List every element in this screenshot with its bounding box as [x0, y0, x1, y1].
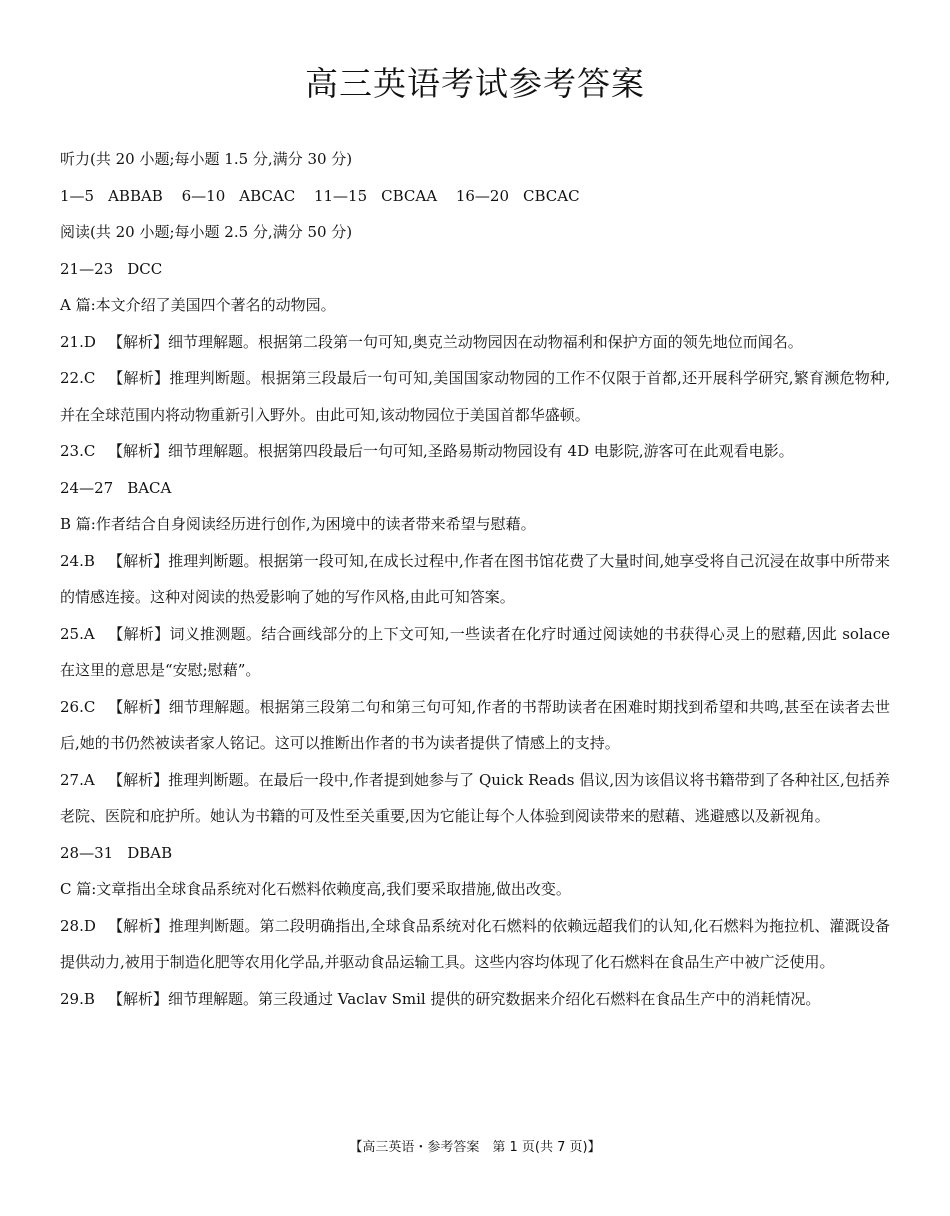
section-c-summary: C 篇:文章指出全球食品系统对化石燃料依赖度高,我们要采取措施,做出改变。 [60, 880, 571, 898]
explanation-item: 21.D 【解析】细节理解题。根据第二段第一句可知,奥克兰动物园因在动物福利和保护方面的领先地位而闻名。 [60, 332, 803, 351]
explanation-item: 29.B 【解析】细节理解题。第三段通过 Vaclav Smil 提供的研究数据来介绍化石燃料在食品生产中的消耗情况。 [60, 989, 821, 1008]
section-a-summary: A 篇:本文介绍了美国四个著名的动物园。 [60, 296, 336, 314]
explanation-item: 25.A 【解析】词义推测题。结合画线部分的上下文可知,一些读者在化疗时通过阅读她的书获得心灵上的慰藉,因此 solace 在这里的意思是“安慰;慰藉”。 [60, 624, 890, 679]
answer-group: 16—20 CBCAC [455, 186, 580, 205]
section-a-answers: 21—23 DCC [60, 259, 163, 278]
reading-header: 阅读(共 20 小题;每小题 2.5 分,满分 50 分) [60, 223, 353, 241]
explanation-item: 26.C 【解析】细节理解题。根据第三段第二句和第三句可知,作者的书帮助读者在困难时期找到希望和共鸣,甚至在读者去世后,她的书仍然被读者家人铭记。这可以推断出作者的书为读者提供了情感上的支持。 [60, 697, 890, 752]
section-b-summary: B 篇:作者结合自身阅读经历进行创作,为困境中的读者带来希望与慰藉。 [60, 515, 536, 533]
answer-group: 11—15 CBCAA [313, 186, 438, 205]
answer-group: 1—5 ABBAB [60, 186, 163, 205]
explanation-item: 28.D 【解析】推理判断题。第二段明确指出,全球食品系统对化石燃料的依赖远超我们的认知,化石燃料为拖拉机、灌溉设备提供动力,被用于制造化肥等农用化学品,并驱动食品运输工具。这些内容均体现了化石燃料在食品生产中被广泛使用。 [60, 916, 890, 971]
section-b-answers: 24—27 BACA [60, 478, 172, 497]
listening-answers [60, 178, 890, 215]
section-c-answers: 28—31 DBAB [60, 843, 173, 862]
explanation-item: 23.C 【解析】细节理解题。根据第四段最后一句可知,圣路易斯动物园设有 4D 电影院,游客可在此观看电影。 [60, 442, 794, 460]
answer-content [60, 141, 890, 1017]
explanation-item: 24.B 【解析】推理判断题。根据第一段可知,在成长过程中,作者在图书馆花费了大量时间,她享受将自己沉浸在故事中所带来的情感连接。这种对阅读的热爱影响了她的写作风格,由此可知答案。 [60, 551, 890, 606]
page-footer: 【高三英语・参考答案 第 1 页(共 7 页)】 [349, 1140, 601, 1155]
answer-group: 6—10 ABCAC [181, 186, 296, 205]
listening-header: 听力(共 20 小题;每小题 1.5 分,满分 30 分) [60, 150, 353, 168]
document-title: 高三英语考试参考答案 [305, 64, 645, 103]
explanation-item: 22.C 【解析】推理判断题。根据第三段最后一句可知,美国国家动物园的工作不仅限于首都,还开展科学研究,繁育濒危物种,并在全球范围内将动物重新引入野外。由此可知,该动物园位于美国首都华盛顿。 [60, 369, 890, 424]
explanation-item: 27.A 【解析】推理判断题。在最后一段中,作者提到她参与了 Quick Reads 倡议,因为该倡议将书籍带到了各种社区,包括养老院、医院和庇护所。她认为书籍的可及性至关重要,因为它能让每个人体验到阅读带来的慰藉、逃避感以及新视角。 [60, 770, 890, 825]
